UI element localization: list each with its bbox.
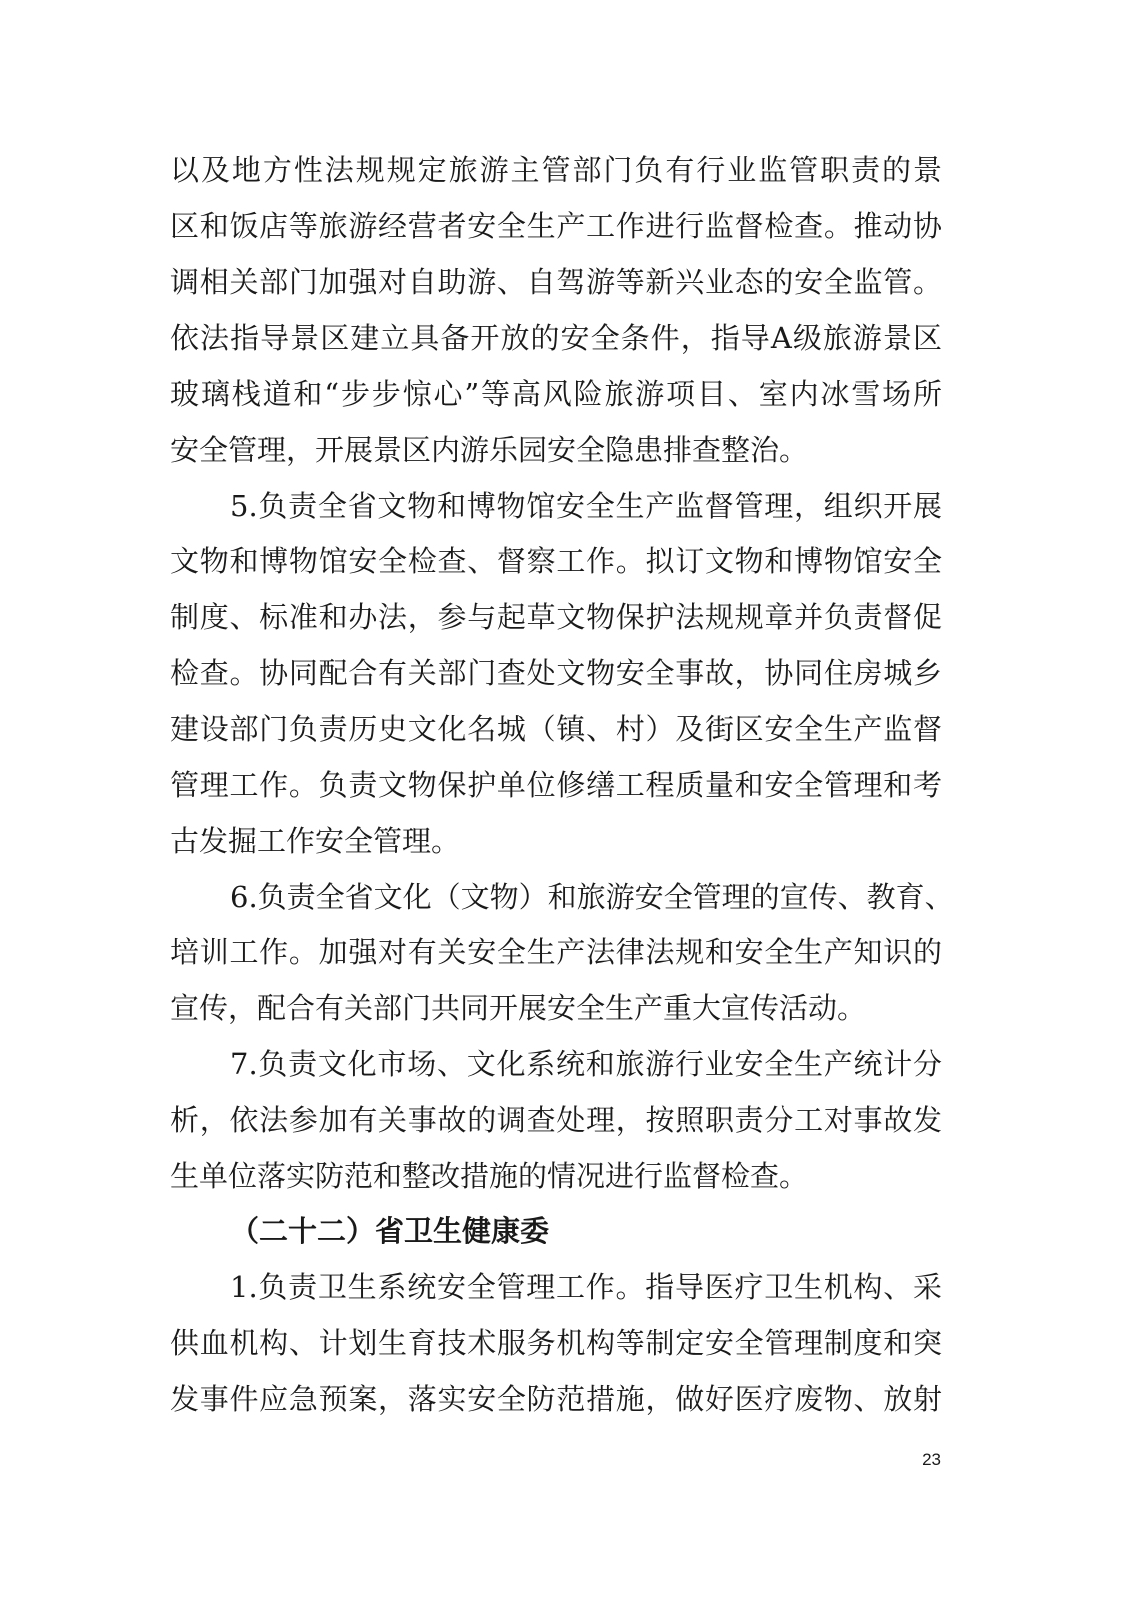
text-line: 安全管理，开展景区内游乐园安全隐患排查整治。 — [170, 433, 809, 467]
paragraph-first-line: 6.负责全省文化（文物）和旅游安全管理的宣传、教育、 — [230, 880, 954, 914]
text-line: 区和饭店等旅游经营者安全生产工作进行监督检查。推动协 — [170, 209, 942, 243]
paragraph-first-line: 1.负责卫生系统安全管理工作。指导医疗卫生机构、采 — [230, 1270, 942, 1304]
text-line: 培训工作。加强对有关安全生产法律法规和安全生产知识的 — [170, 935, 942, 969]
text-line: 建设部门负责历史文化名城（镇、村）及街区安全生产监督 — [170, 712, 942, 746]
text-line: 制度、标准和办法，参与起草文物保护法规规章并负责督促 — [170, 600, 942, 634]
text-line: 供血机构、计划生育技术服务机构等制定安全管理制度和突 — [170, 1326, 942, 1360]
text-line: 检查。协同配合有关部门查处文物安全事故，协同住房城乡 — [170, 656, 942, 690]
section-heading: （二十二）省卫生健康委 — [230, 1214, 550, 1248]
text-line: 宣传，配合有关部门共同开展安全生产重大宣传活动。 — [170, 991, 867, 1025]
text-line: 析，依法参加有关事故的调查处理，按照职责分工对事故发 — [170, 1103, 942, 1137]
text-line: 文物和博物馆安全检查、督察工作。拟订文物和博物馆安全 — [170, 544, 942, 578]
text-line: 管理工作。负责文物保护单位修缮工程质量和安全管理和考 — [170, 768, 942, 802]
text-line: 调相关部门加强对自助游、自驾游等新兴业态的安全监管。 — [170, 265, 942, 299]
text-line: 玻璃栈道和“步步惊心”等高风险旅游项目、室内冰雪场所 — [170, 377, 942, 411]
text-line: 以及地方性法规规定旅游主管部门负有行业监管职责的景 — [170, 153, 942, 187]
paragraph-first-line: 7.负责文化市场、文化系统和旅游行业安全生产统计分 — [230, 1047, 942, 1081]
text-line: 生单位落实防范和整改措施的情况进行监督检查。 — [170, 1159, 809, 1193]
text-line: 发事件应急预案，落实安全防范措施，做好医疗废物、放射 — [170, 1382, 942, 1416]
text-line: 古发掘工作安全管理。 — [170, 824, 461, 858]
paragraph-first-line: 5.负责全省文物和博物馆安全生产监督管理，组织开展 — [230, 489, 942, 523]
page-number: 23 — [922, 1450, 941, 1469]
text-line: 依法指导景区建立具备开放的安全条件，指导A级旅游景区 — [170, 321, 942, 355]
